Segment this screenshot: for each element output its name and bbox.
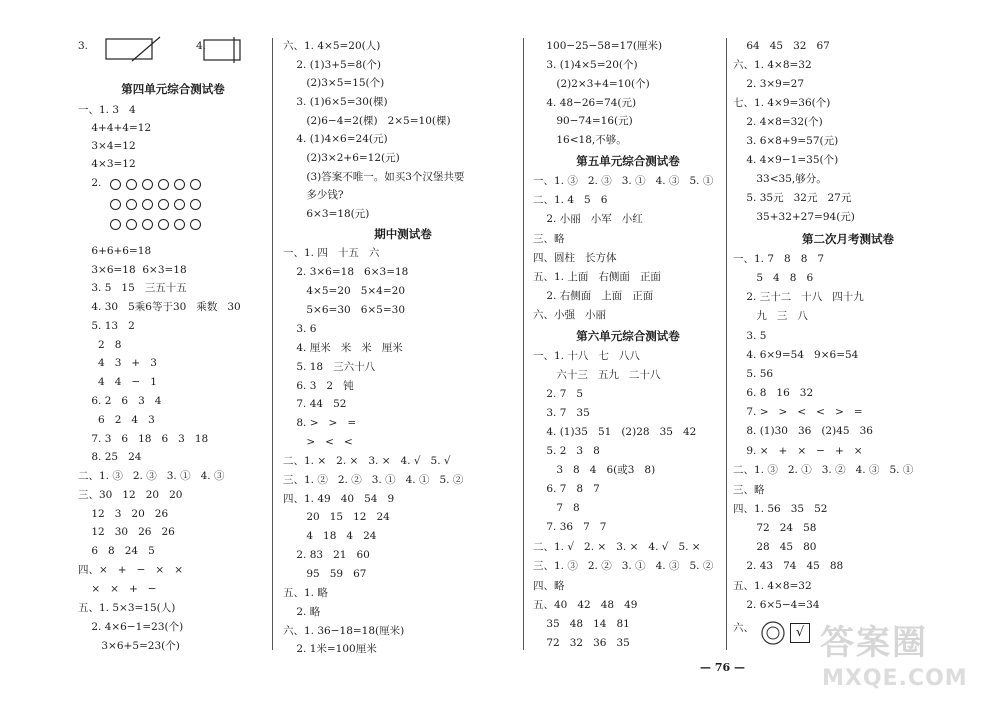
answer-line: 95 59 67 (283, 568, 367, 580)
answer-line: 7. > > < < > = (733, 406, 863, 418)
answer-line: (2)6−4=2(棵) 2×5=10(棵) (283, 115, 451, 127)
answer-line: > < < (283, 436, 353, 448)
answer-line: 7. 36 7 7 (533, 521, 607, 533)
answer-line: 七、1. 4×9=36(个) (733, 97, 831, 109)
page-number: — 76 — (700, 661, 745, 674)
circle (174, 219, 185, 230)
answer-line: 四、1. 56 35 52 (733, 503, 828, 515)
answer-line: 2. 三十二 十八 四十九 (733, 291, 864, 303)
circle (126, 199, 137, 210)
answer-line: 二、1. 4 5 6 (533, 194, 608, 206)
circle (158, 219, 169, 230)
circle (190, 219, 201, 230)
answer-line: 九 三 八 (733, 310, 808, 322)
section-title: 第四单元综合测试卷 (121, 82, 225, 96)
answer-line: 一、1. ③ 2. ③ 3. ① 4. ③ 5. ① (533, 175, 714, 187)
answer-line: 3. 7 35 (533, 407, 590, 419)
answer-line: 4+4+4=12 (78, 122, 152, 134)
circle-row-2 (110, 199, 201, 210)
answer-line: 2. 3×6=18 6×3=18 (283, 266, 409, 278)
watermark-logo: 答案圈 (820, 623, 928, 663)
circle (126, 219, 137, 230)
answer-line: (2)3×5=15(个) (283, 77, 385, 89)
answer-line: 3. (78, 40, 89, 52)
answer-line: 二、1. ③ 2. ① 3. ② 4. ③ 5. ① (733, 464, 914, 476)
answer-line: 六、1. 4×8=32 (733, 59, 812, 71)
section-title: 第五单元综合测试卷 (576, 154, 680, 168)
circle-row-1 (110, 179, 201, 190)
answer-line: 2. 略 (283, 606, 321, 618)
answer-line: 六、小强 小丽 (533, 309, 607, 321)
circle (190, 179, 201, 190)
answer-line: 2. 7 5 (533, 388, 584, 400)
answer-line: 4. (1)35 51 (2)28 35 42 (533, 426, 697, 438)
answer-line: 12 3 20 26 (78, 508, 169, 520)
answer-line: 35+32+27=94(元) (733, 211, 855, 223)
answer-line: 2. 1米=100厘米 (283, 643, 377, 655)
answer-line: 2. 小丽 小军 小红 (533, 213, 643, 225)
answer-line: 28 45 80 (733, 541, 817, 553)
answer-line: 六、 (733, 622, 754, 634)
answer-line: 6. 7 8 7 (533, 483, 600, 495)
answer-line: 5. 35元 32元 27元 (733, 192, 852, 204)
watermark-url: MXQE.COM (822, 666, 968, 691)
answer-line: 6. 2 6 3 4 (78, 395, 162, 407)
answer-line: 五、1. 5×3=15(人) (78, 602, 176, 614)
answer-line: 100−25−58=17(厘米) (533, 40, 663, 52)
answer-line: 2. 83 21 60 (283, 549, 370, 561)
answer-line: 35 48 14 81 (533, 618, 630, 630)
answer-line: 4. 48−26=74(元) (533, 97, 637, 109)
column-divider-1 (272, 38, 273, 650)
answer-line: × × + − (78, 583, 157, 595)
answer-line: 4. 4×9−1=35(个) (733, 154, 839, 166)
answer-line: 3. (1)6×5=30(棵) (283, 96, 388, 108)
answer-line: 4. (1)4×6=24(元) (283, 133, 388, 145)
answer-line: 四、1. 49 40 54 9 (283, 493, 395, 505)
circle (110, 199, 121, 210)
answer-line: 5. 18 三六十八 (283, 361, 376, 373)
circle (142, 179, 153, 190)
figure-rectangle-diagonal (104, 36, 162, 62)
answer-line: 2. 4×6−1=23(个) (78, 621, 184, 633)
answer-line: 5 4 8 6 (733, 272, 814, 284)
circle (158, 179, 169, 190)
circle (174, 179, 185, 190)
answer-line: 4. 6×9=54 9×6=54 (733, 349, 859, 361)
answer-line: 多少钱? (283, 189, 344, 201)
answer-line: 16<18,不够。 (533, 134, 627, 146)
answer-line: 三、30 12 20 20 (78, 489, 183, 501)
answer-line: 五、40 42 48 49 (533, 599, 638, 611)
column-divider-2 (523, 38, 524, 650)
answer-line: 6×3=18(元) (283, 208, 370, 220)
answer-line: 二、1. √ 2. × 3. × 4. √ 5. × (533, 541, 701, 553)
check-box: √ (790, 623, 810, 643)
answer-line: 2 8 (78, 339, 122, 351)
answer-line: 五、1. 上面 右侧面 正面 (533, 271, 661, 283)
answer-line: 3. 6 (283, 323, 317, 335)
section-title: 第二次月考测试卷 (802, 232, 894, 246)
answer-line: 4. 30 5乘6等于30 乘数 30 (78, 301, 241, 313)
circle (190, 199, 201, 210)
figure-rectangle-vertical (202, 36, 252, 64)
answer-line: 一、1. 7 8 8 7 (733, 253, 825, 265)
answer-line: 2. 6×5−4=34 (733, 599, 820, 611)
answer-line: 四、× + − × × (78, 564, 184, 576)
answer-line: (3)答案不唯一。如买3个汉堡共要 (283, 171, 465, 183)
answer-line: 4. 厘米 米 米 厘米 (283, 342, 403, 354)
answer-line: 五、1. 略 (283, 587, 328, 599)
answer-line: 7. 44 52 (283, 398, 347, 410)
answer-line: 4×5=20 5×4=20 (283, 285, 406, 297)
answer-line: 6. 8 16 32 (733, 387, 814, 399)
answer-line: (2)2×3+4=10(个) (533, 78, 650, 90)
answer-line: 20 15 12 24 (283, 511, 390, 523)
answer-line: 三、略 (533, 233, 565, 245)
answer-line: 2. 3×9=27 (733, 78, 805, 90)
answer-line: 6. 3 2 钝 (283, 380, 354, 392)
answer-line: 5. 13 2 (78, 320, 135, 332)
circle (142, 219, 153, 230)
answer-line: 4 3 + 3 (78, 357, 157, 369)
answer-line: 3 8 4 6(或3 8) (533, 464, 656, 476)
answer-line: 72 24 58 (733, 522, 817, 534)
answer-line: 90−74=16(元) (533, 115, 633, 127)
section-title: 第六单元综合测试卷 (576, 329, 680, 343)
answer-line: 一、1. 十八 七 八八 (533, 350, 640, 362)
circle (110, 179, 121, 190)
answer-line: 一、1. 四 十五 六 (283, 247, 380, 259)
answer-line: 5. 2 3 8 (533, 445, 600, 457)
answer-line: 3. 5 (733, 330, 767, 342)
column-divider-3 (726, 38, 727, 650)
answer-line: 三、1. ② 2. ② 3. ① 4. ① 5. ② (283, 474, 464, 486)
answer-line: 6+6+6=18 (78, 245, 152, 257)
answer-line: 四、圆柱 长方体 (533, 252, 617, 264)
circle (158, 199, 169, 210)
answer-line: 二、1. × 2. × 3. × 4. √ 5. √ (283, 455, 451, 467)
circle (126, 179, 137, 190)
answer-line: (2)3×2+6=12(元) (283, 152, 400, 164)
answer-line: 8. (1)30 36 (2)45 36 (733, 425, 873, 437)
answer-line: 六、1. 4×5=20(人) (283, 40, 381, 52)
answer-line: 3. 6×8+9=57(元) (733, 135, 839, 147)
answer-line: 7. 3 6 18 6 3 18 (78, 433, 209, 445)
answer-line: 2. (1)3+5=8(个) (283, 59, 381, 71)
answer-line: 三、1. ③ 2. ② 3. ① 4. ③ 5. ② (533, 560, 714, 572)
answer-line: 4. (196, 40, 207, 52)
answer-line: 8. 25 24 (78, 451, 142, 463)
answer-line: 64 45 32 67 (733, 40, 830, 52)
section-title: 期中测试卷 (374, 227, 432, 241)
answer-line: 五、1. 4×8=32 (733, 580, 812, 592)
answer-line: 12 30 26 26 (78, 526, 175, 538)
answer-line: 三、略 (733, 484, 765, 496)
answer-line: 8. > > = (283, 417, 357, 429)
answer-line: 5×6=30 6×5=30 (283, 304, 406, 316)
circle (142, 199, 153, 210)
answer-line: 4 4 − 1 (78, 376, 157, 388)
answer-line: 7 8 (533, 502, 580, 514)
answer-line: 2. 43 74 45 88 (733, 560, 844, 572)
answer-line: 六、1. 36−18=18(厘米) (283, 625, 405, 637)
answer-line: 72 32 36 35 (533, 637, 630, 649)
answer-line: 六十三 五九 二十八 (533, 369, 661, 381)
medal-icon (760, 620, 786, 646)
answer-line: 33<35,够分。 (733, 173, 827, 185)
answer-line: 6 2 4 3 (78, 414, 155, 426)
answer-line: 二、1. ③ 2. ③ 3. ① 4. ③ (78, 470, 225, 482)
answer-line: 3. 5 15 三五十五 (78, 282, 187, 294)
answer-line: 4 18 4 24 (283, 530, 377, 542)
circle-row-3 (110, 219, 201, 230)
answer-line: 一、1. 3 4 (78, 104, 136, 116)
answer-line: 3×6+5=23(个) (78, 640, 180, 652)
answer-line: 2. 4×8=32(个) (733, 116, 823, 128)
answer-line: 四、略 (533, 580, 565, 592)
answer-line: 9. × + × − + × (733, 445, 863, 457)
circle (110, 219, 121, 230)
answer-line: 4×3=12 (78, 158, 136, 170)
answer-line: 3×6=18 6×3=18 (78, 264, 187, 276)
answer-line: 2. (78, 177, 102, 189)
answer-line: 6 8 24 5 (78, 545, 155, 557)
answer-line: 3. (1)4×5=20(个) (533, 59, 638, 71)
answer-line: 3×4=12 (78, 140, 136, 152)
answer-line: 5. 56 (733, 368, 774, 380)
circle (174, 199, 185, 210)
answer-line: 2. 右侧面 上面 正面 (533, 290, 654, 302)
